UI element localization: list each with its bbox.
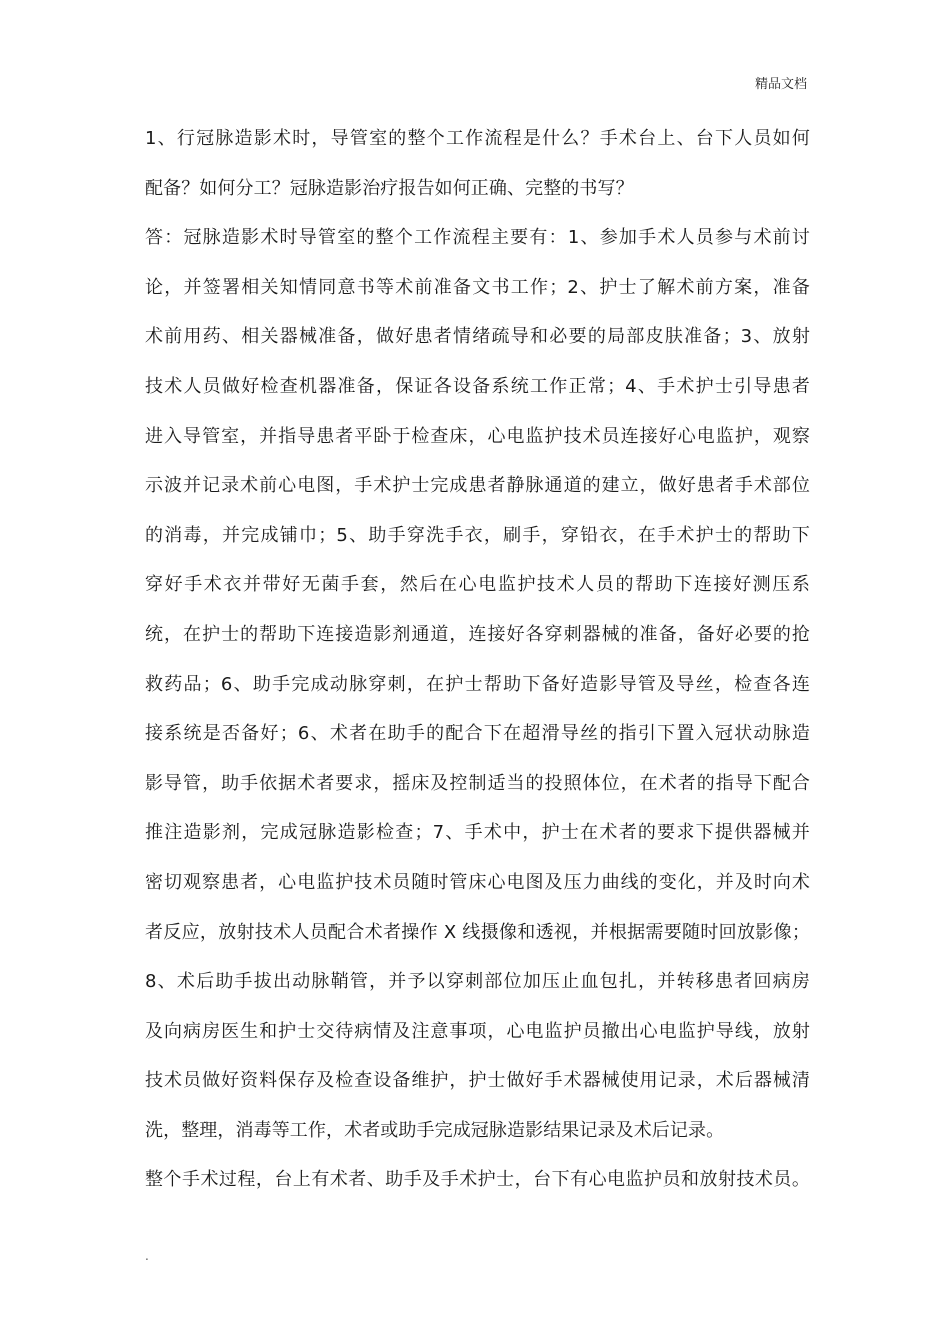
text-line: 进入导管室，并指导患者平卧于检查床，心电监护技术员连接好心电监护，观察	[145, 425, 810, 447]
text-line: 整个手术过程，台上有术者、助手及手术护士，台下有心电监护员和放射技术员。	[145, 1169, 810, 1191]
text-line: 接系统是否备好；6、术者在助手的配合下在超滑导丝的指引下置入冠状动脉造	[145, 723, 810, 745]
text-line: 洗，整理，消毒等工作，术者或助手完成冠脉造影结果记录及术后记录。	[145, 1119, 725, 1141]
text-line: 密切观察患者，心电监护技术员随时管床心电图及压力曲线的变化，并及时向术	[145, 871, 810, 893]
text-line: 穿好手术衣并带好无菌手套，然后在心电监护技术人员的帮助下连接好测压系	[145, 574, 810, 596]
text-line: 统，在护士的帮助下连接造影剂通道，连接好各穿刺器械的准备，备好必要的抢	[145, 623, 810, 645]
text-line: 术前用药、相关器械准备，做好患者情绪疏导和必要的局部皮肤准备；3、放射	[145, 326, 810, 348]
text-line: 推注造影剂，完成冠脉造影检查；7、手术中，护士在术者的要求下提供器械并	[145, 822, 810, 844]
text-line: 1、行冠脉造影术时，导管室的整个工作流程是什么？手术台上、台下人员如何	[145, 128, 810, 149]
page-footer-mark: .	[145, 1249, 149, 1263]
document-body	[145, 122, 810, 1213]
text-line: 者反应，放射技术人员配合术者操作 X 线摄像和透视，并根据需要随时回放影像；	[145, 921, 810, 943]
text-line: 示波并记录术前心电图，手术护士完成患者静脉通道的建立，做好患者手术部位	[145, 475, 810, 497]
text-line: 的消毒，并完成铺巾；5、助手穿洗手衣，刷手，穿铅衣，在手术护士的帮助下	[145, 524, 810, 546]
text-line: 技术人员做好检查机器准备，保证各设备系统工作正常；4、手术护士引导患者	[145, 375, 810, 397]
text-line: 答：冠脉造影术时导管室的整个工作流程主要有：1、参加手术人员参与术前讨	[145, 227, 810, 249]
page-header: 精品文档	[754, 77, 807, 92]
text-line: 配备？如何分工？冠脉造影治疗报告如何正确、完整的书写？	[145, 177, 634, 199]
text-line: 及向病房医生和护士交待病情及注意事项，心电监护员撤出心电监护导线，放射	[145, 1020, 810, 1042]
text-line: 影导管，助手依据术者要求，摇床及控制适当的投照体位，在术者的指导下配合	[145, 772, 810, 794]
text-line: 论，并签署相关知情同意书等术前准备文书工作；2、护士了解术前方案，准备	[145, 276, 810, 298]
text-line: 8、术后助手拔出动脉鞘管，并予以穿刺部位加压止血包扎，并转移患者回病房	[145, 971, 810, 993]
text-line: 技术员做好资料保存及检查设备维护，护士做好手术器械使用记录，术后器械清	[145, 1070, 810, 1092]
text-line: 救药品；6、助手完成动脉穿刺，在护士帮助下备好造影导管及导丝，检查各连	[145, 673, 810, 695]
